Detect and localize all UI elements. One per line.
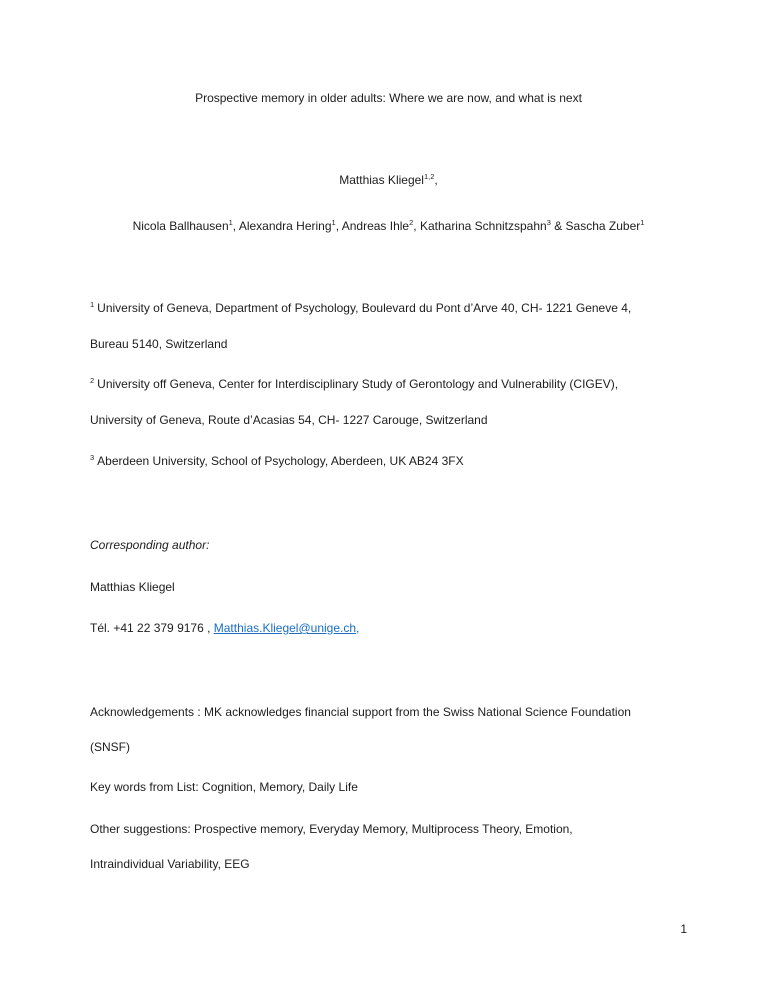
acknowledgements-text: (SNSF) bbox=[90, 740, 130, 754]
affiliation-text: Aberdeen University, School of Psychology, Aberdeen, UK AB24 3FX bbox=[97, 454, 464, 468]
first-author-affiliation-superscript: 1,2 bbox=[423, 172, 435, 181]
first-author-suffix: , bbox=[434, 173, 438, 187]
coauthor-affiliation-superscript: 1 bbox=[640, 218, 645, 227]
phone-number: Tél. +41 22 379 9176 , bbox=[90, 621, 214, 635]
coauthor-affiliation-superscript: 1 bbox=[228, 218, 233, 227]
coauthor-separator: , bbox=[232, 219, 239, 233]
corresponding-author-name: Matthias Kliegel bbox=[90, 580, 175, 594]
affiliation-number-superscript: 2 bbox=[90, 376, 95, 385]
affiliation-number-superscript: 1 bbox=[90, 300, 95, 309]
coauthor-separator: & bbox=[550, 219, 566, 233]
first-author-name: Matthias Kliegel bbox=[339, 173, 424, 187]
acknowledgements bbox=[90, 695, 687, 765]
email-link[interactable]: Matthias.Kliegel@unige.ch bbox=[213, 621, 357, 635]
affiliation-text: University of Geneva, Route d’Acasias 54, CH- 1227 Carouge, Switzerland bbox=[90, 413, 488, 427]
coauthor-affiliation-superscript: 3 bbox=[546, 218, 551, 227]
after-email-comma: , bbox=[356, 621, 360, 635]
other-suggestions-text: Other suggestions: Prospective memory, Everyday Memory, Multiprocess Theory, Emotion, bbox=[90, 822, 573, 836]
other-suggestions-text: Intraindividual Variability, EEG bbox=[90, 857, 250, 871]
keywords-line: Key words from List: Cognition, Memory, Daily Life bbox=[90, 780, 358, 794]
first-author-line bbox=[90, 163, 687, 199]
coauthor-affiliation-superscript: 1 bbox=[331, 218, 336, 227]
affiliation-text: University off Geneva, Center for Interdisciplinary Study of Gerontology and Vulnerability (CIGEV), bbox=[97, 377, 619, 391]
other-suggestions bbox=[90, 812, 687, 882]
coauthor-name: Sascha Zuber bbox=[565, 219, 641, 233]
coauthor-affiliation-superscript: 2 bbox=[409, 218, 414, 227]
paper-title: Prospective memory in older adults: Where we are now, and what is next bbox=[195, 91, 582, 105]
contact-line bbox=[90, 611, 687, 646]
corresponding-author-label: Corresponding author: bbox=[90, 538, 210, 552]
coauthor-name: Andreas Ihle bbox=[341, 219, 410, 233]
affiliation-text: Bureau 5140, Switzerland bbox=[90, 337, 228, 351]
affiliation-2 bbox=[90, 367, 687, 438]
affiliation-text: University of Geneva, Department of Psychology, Boulevard du Pont d’Arve 40, CH- 1221 Geneve 4, bbox=[97, 301, 632, 315]
acknowledgements-text: Acknowledgements : MK acknowledges financial support from the Swiss National Science Foundation bbox=[90, 705, 631, 719]
coauthors-line bbox=[90, 209, 687, 245]
affiliation-3 bbox=[90, 444, 687, 480]
affiliation-number-superscript: 3 bbox=[90, 453, 95, 462]
coauthor-separator: , bbox=[335, 219, 342, 233]
affiliation-1 bbox=[90, 291, 687, 362]
coauthor-name: Katharina Schnitzspahn bbox=[419, 219, 547, 233]
coauthor-name: Alexandra Hering bbox=[238, 219, 332, 233]
page-number: 1 bbox=[680, 922, 687, 936]
coauthor-name: Nicola Ballhausen bbox=[132, 219, 229, 233]
coauthor-separator: , bbox=[413, 219, 420, 233]
